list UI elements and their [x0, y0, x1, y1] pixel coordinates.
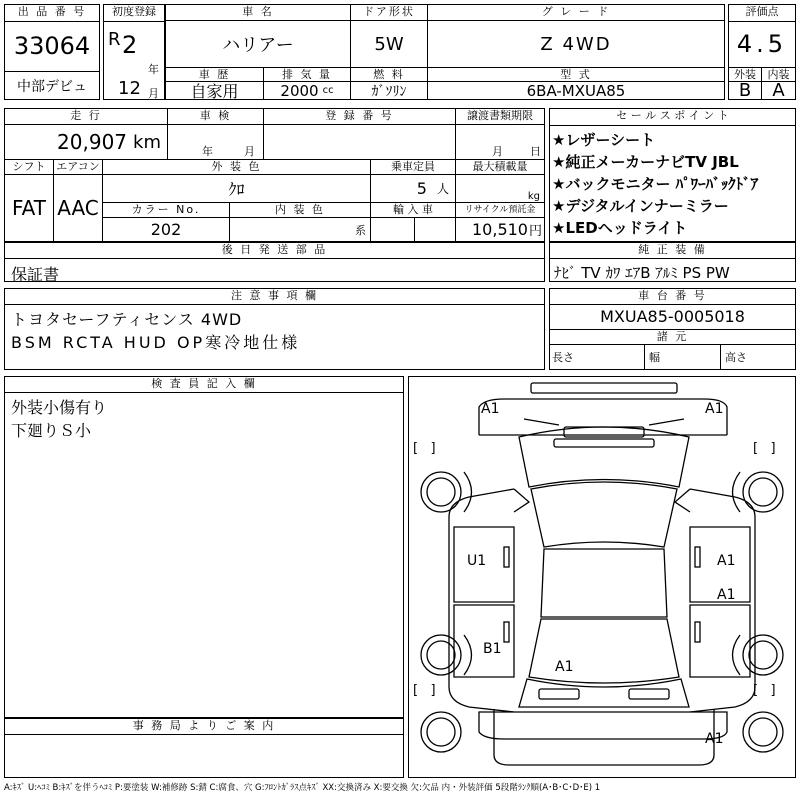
color-no-label: カラー No. [103, 203, 230, 218]
sales-points-box [549, 108, 796, 242]
seats-cell [371, 175, 456, 203]
shift: FAT [5, 175, 54, 241]
fuel-label: 燃 料 [351, 67, 428, 82]
car-info-box [165, 4, 725, 100]
width-label: 幅 [649, 351, 660, 364]
height-cell [721, 345, 795, 369]
damage-right-door-rear: A1 [717, 587, 736, 603]
reg-year: 2 [122, 31, 138, 59]
notes-line-1: トヨタセーフティセンス 4WD [11, 310, 243, 329]
height-label: 高さ [725, 351, 747, 364]
office-label: 事 務 局 よ り ご 案 内 [5, 719, 403, 735]
sales-point: ★デジタルインナーミラー [552, 197, 729, 215]
length-cell [550, 345, 645, 369]
lot-number: 33064 [13, 32, 91, 60]
seats-label: 乗車定員 [371, 159, 456, 175]
dims-label: 諸 元 [550, 330, 795, 345]
lot-number-label: 出 品 番 号 [5, 5, 99, 22]
exterior-grade: B [729, 82, 762, 99]
lot-number-box [4, 4, 100, 100]
auction-note: 中部デビュ [5, 71, 99, 99]
damage-bottom-right: A1 [705, 731, 724, 747]
damage-left-rear: B1 [483, 641, 502, 657]
score-label: 評価点 [729, 5, 795, 22]
genuine-equip-label: 純 正 装 備 [550, 243, 795, 259]
month-unit: 月 [148, 87, 159, 100]
genuine-equip-box [549, 242, 796, 282]
seats-unit: 人 [436, 182, 449, 196]
spec-box [4, 108, 545, 242]
interior-label: 内装 [762, 67, 795, 82]
transfer-day-unit: 日 [530, 145, 541, 158]
bracket-left-top: [ ] [413, 441, 436, 456]
chassis-box [549, 288, 796, 370]
damage-front-left: A1 [481, 401, 500, 417]
mileage-label: 走 行 [5, 109, 168, 125]
bracket-right-bottom: [ ] [753, 683, 776, 698]
displacement: 2000 [280, 81, 319, 100]
displacement-label: 排 気 量 [264, 67, 351, 82]
notes-label: 注 意 事 項 欄 [5, 289, 544, 305]
year-unit: 年 [148, 63, 159, 76]
damage-diagram [408, 376, 796, 778]
mileage: 20,907 [57, 130, 128, 154]
import-cell [371, 218, 415, 241]
sales-point: ★レザーシート [552, 131, 656, 149]
sales-points-label: セ ー ル ス ポ イ ン ト [550, 109, 795, 126]
ac: AAC [54, 175, 103, 241]
notes-line-2: BSM RCTA HUD OP寒冷地仕様 [11, 333, 301, 352]
inspector-line-1: 外装小傷有り [11, 398, 108, 417]
width-cell [645, 345, 721, 369]
reg-month: 12 [118, 78, 141, 99]
chassis-number: MXUA85-0005018 [550, 304, 795, 330]
plate-label: 登 録 番 号 [264, 109, 456, 125]
office-box [4, 718, 404, 778]
load-cell [456, 175, 544, 203]
inspector-line-2: 下廻りＳ小 [11, 421, 92, 440]
later-parts: 保証書 [11, 265, 60, 284]
car-history: 自家用 [166, 82, 264, 99]
inspection-label: 車 検 [168, 109, 264, 125]
transfer-month-unit: 月 [492, 145, 503, 158]
load-label: 最大積載量 [456, 159, 544, 175]
recycle-label: リサイクル預託金 [456, 203, 544, 218]
first-registration-box [103, 4, 165, 100]
first-reg-label: 初度登録 [104, 5, 164, 22]
color-label: 外 装 色 [103, 159, 371, 175]
import-label: 輸 入 車 [371, 203, 456, 218]
import-cell-2 [415, 218, 456, 241]
length-label: 長さ [552, 351, 574, 364]
damage-rear: A1 [555, 659, 574, 675]
score-box [728, 4, 796, 100]
inspection-cell [168, 125, 264, 159]
fuel: ｶﾞｿﾘﾝ [351, 82, 428, 99]
displacement-unit: cc [322, 85, 334, 96]
transfer-label: 譲渡書類期限 [456, 109, 544, 125]
mileage-unit: km [133, 131, 161, 153]
damage-front-right: A1 [705, 401, 724, 417]
legend: A:ｷｽﾞ U:ﾍｺﾐ B:ｷｽﾞを伴うﾍｺﾐ P:要塗装 W:補修跡 S:錆 C:腐食、穴 G:ﾌﾛﾝﾄｶﾞﾗｽ点ｷｽﾞ XX:交換済み X:要交換 欠:欠品 内・外装評価 5段階ﾗﾝｸ順(A･B･C･D･E) 1 [4, 783, 601, 793]
transfer-cell [456, 125, 544, 159]
interior-color-cell [230, 218, 371, 241]
inspection-month-unit: 月 [244, 145, 255, 158]
inspector-box [4, 376, 404, 718]
door-type: 5W [351, 21, 428, 67]
model-label: 型 式 [428, 67, 724, 82]
exterior-label: 外装 [729, 67, 762, 82]
seats: 5 [416, 179, 427, 198]
color-number: 202 [103, 218, 230, 241]
genuine-equipment: ﾅﾋﾞ TV ｶﾜ ｴｱB ｱﾙﾐ PS PW [554, 264, 730, 282]
sales-points-list [550, 126, 795, 239]
car-name-label: 車 名 [166, 5, 351, 21]
bracket-right-top: [ ] [753, 441, 776, 456]
car-name: ハリアー [166, 21, 351, 67]
recycle-fee: 10,510 [472, 220, 528, 239]
later-parts-label: 後 日 発 送 部 品 [5, 243, 544, 259]
sales-point: ★純正メーカーナビTV JBL [552, 153, 739, 171]
notes-box [4, 288, 545, 370]
damage-left-door: U1 [467, 553, 487, 569]
grade-label: グ レ ー ド [428, 5, 724, 21]
history-label: 車 歴 [166, 67, 264, 82]
body-color: ｸﾛ [103, 175, 371, 203]
interior-color-label: 内 装 色 [230, 203, 371, 218]
later-parts-box [4, 242, 545, 282]
door-label: ドア形状 [351, 5, 428, 21]
grade: Z 4WD [540, 33, 612, 55]
load-unit: kg [527, 191, 540, 202]
mileage-cell [5, 125, 168, 159]
score: 4.5 [736, 30, 788, 58]
interior-color-unit: 系 [355, 223, 366, 237]
damage-right-door-front: A1 [717, 553, 736, 569]
recycle-cell [456, 218, 544, 241]
bracket-left-bottom: [ ] [413, 683, 436, 698]
sales-point: ★バックモニター ﾊﾟﾜｰﾊﾞｯｸﾄﾞｱ [552, 175, 759, 193]
sales-point: ★LEDヘッドライト [552, 219, 688, 237]
inspector-label: 検 査 員 記 入 欄 [5, 377, 403, 393]
era: R [108, 29, 121, 50]
plate-number [264, 125, 456, 159]
shift-label: シフト [5, 159, 54, 175]
car-outline [409, 377, 795, 777]
ac-label: エアコン [54, 159, 103, 175]
interior-grade: A [772, 80, 785, 101]
recycle-unit: 円 [528, 224, 542, 239]
chassis-label: 車 台 番 号 [550, 289, 795, 305]
displacement-cell [264, 82, 351, 99]
inspection-year-unit: 年 [202, 145, 213, 158]
model-code: 6BA-MXUA85 [526, 81, 626, 100]
